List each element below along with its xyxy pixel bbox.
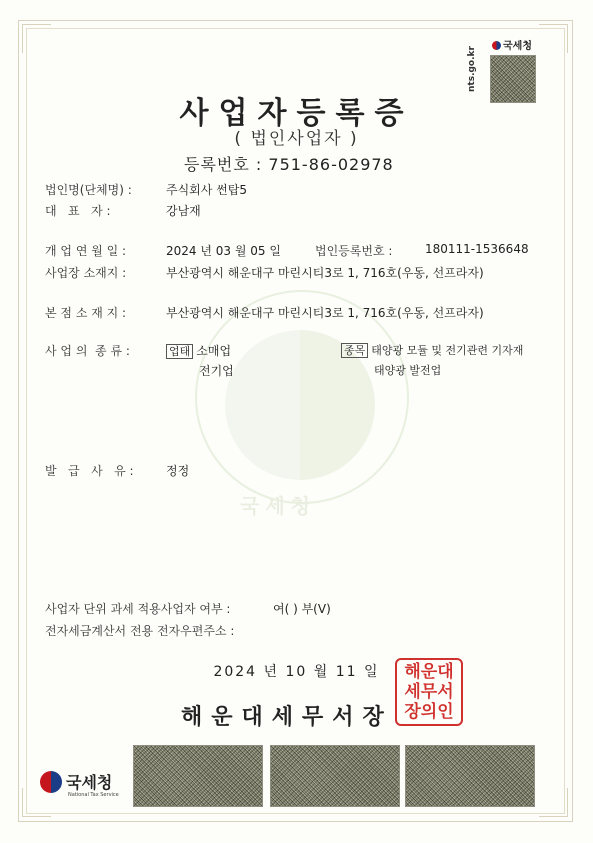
nts-logo-english: National Tax Service <box>68 792 119 798</box>
security-pattern <box>270 745 400 807</box>
item-line1: 종목 태양광 모듈 및 전기관련 기자재 <box>341 342 523 358</box>
watermark-text: 국세청 <box>240 494 316 518</box>
item-tag: 종목 <box>341 343 368 358</box>
nts-emblem-icon <box>40 771 62 793</box>
corner-ornament <box>539 24 568 53</box>
corp-name-label: 법인명(단체명) : <box>45 183 132 197</box>
nts-url: nts.go.kr <box>467 46 477 92</box>
document-subtitle: ( 법인사업자 ) <box>234 129 359 149</box>
unit-tax-label: 사업자 단위 과세 적용사업자 여부 : <box>45 602 235 616</box>
business-address-value: 부산광역시 해운대구 마린시티3로 1, 716호(우동, 선프라자) <box>166 266 484 280</box>
corner-ornament <box>539 788 568 817</box>
issue-date: 2024 년 10 월 11 일 <box>213 664 380 680</box>
open-date-value: 2024 년 03 월 05 일 <box>166 244 281 258</box>
corp-name-value: 주식회사 썬탑5 <box>166 183 248 197</box>
registration-number: 등록번호 : 751-86-02978 <box>184 155 394 174</box>
category-line2: 전기업 <box>199 364 234 378</box>
security-pattern <box>133 745 263 807</box>
item-line2: 태양광 발전업 <box>374 364 442 377</box>
corp-reg-no-label: 법인등록번호 : <box>315 244 393 258</box>
issue-reason-value: 정정 <box>166 464 190 478</box>
open-date-label: 개 업 연 월 일 : <box>45 244 127 258</box>
nts-emblem-icon <box>492 41 501 50</box>
category-line1: 업태 소매업 <box>166 342 231 359</box>
document-title: 사업자등록증 <box>179 96 414 131</box>
nts-logo: 국세청 <box>40 770 112 793</box>
head-office-label: 본 점 소 재 지 : <box>45 306 127 320</box>
corner-ornament <box>22 24 51 53</box>
unit-tax-value: 여( ) 부(V) <box>273 602 331 616</box>
security-pattern <box>405 745 535 807</box>
representative-value: 강남재 <box>166 204 201 218</box>
official-seal: 해운대 세무서 장의인 <box>395 658 463 726</box>
business-address-label: 사업장 소재지 : <box>45 266 127 280</box>
issue-reason-label: 발 급 사 유 : <box>45 464 134 478</box>
email-label: 전자세금계산서 전용 전자우편주소 : <box>45 624 235 638</box>
business-type-label: 사 업 의 종 류 : <box>45 344 130 358</box>
head-office-value: 부산광역시 해운대구 마린시티3로 1, 716호(우동, 선프라자) <box>166 306 484 320</box>
tax-office-name: 해운대세무서장 <box>181 705 393 730</box>
corp-reg-no-value: 180111-1536648 <box>425 242 529 256</box>
nts-mini-label: 국세청 <box>492 37 532 52</box>
representative-label: 대 표 자 : <box>45 204 111 218</box>
category-tag: 업태 <box>166 344 193 359</box>
